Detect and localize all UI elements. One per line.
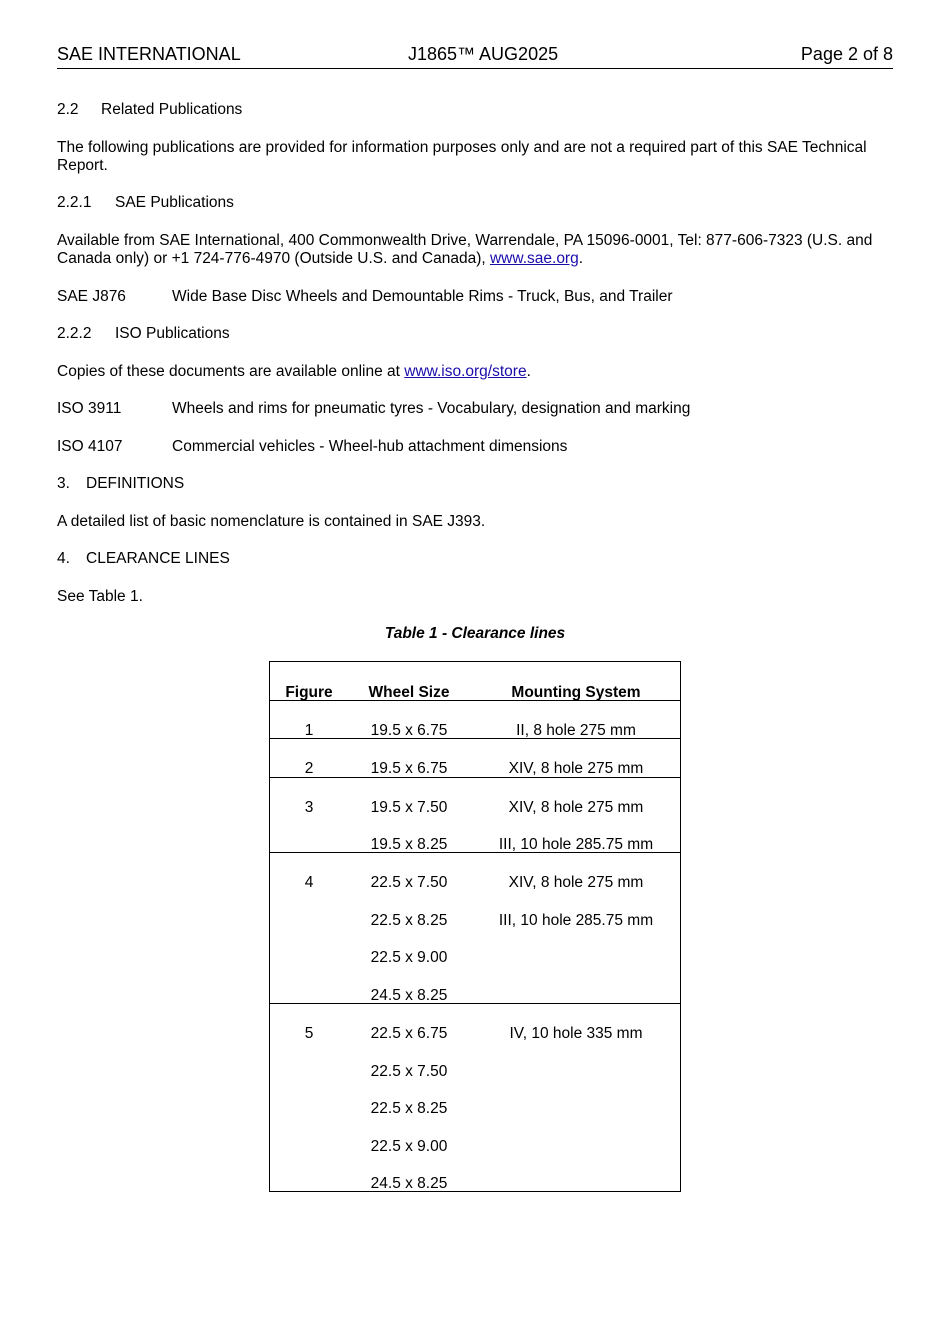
wheel-size-cell: 22.5 x 8.25	[370, 1100, 448, 1117]
ref-sae-j876-code: SAE J876	[57, 288, 126, 305]
mounting-system-cell: III, 10 hole 285.75 mm	[498, 836, 654, 853]
column-header-wheel-size: Wheel Size	[368, 684, 450, 701]
sae-availability-line-1: Available from SAE International, 400 Commonwealth Drive, Warrendale, PA 15096-0001, Tel: 877-606-7323 (U.S. and	[57, 232, 873, 249]
section-4-title: CLEARANCE LINES	[86, 550, 230, 567]
page-header	[57, 44, 893, 69]
mounting-system-cell: IV, 10 hole 335 mm	[509, 1025, 643, 1042]
section-2-2-1-number: 2.2.1	[57, 194, 92, 211]
clearance-lines-table	[269, 661, 681, 1192]
iso-period: .	[526, 363, 531, 380]
ref-iso-3911-title: Wheels and rims for pneumatic tyres - Vocabulary, designation and marking	[172, 400, 691, 417]
sae-availability-text: Canada only) or +1 724-776-4970 (Outside U.S. and Canada),	[57, 250, 490, 267]
section-2-2-title: Related Publications	[101, 101, 243, 118]
header-doc-id: J1865™ AUG2025	[408, 44, 559, 64]
table-rule	[270, 1003, 680, 1004]
section-2-2-1-title: SAE Publications	[115, 194, 234, 211]
ref-iso-4107-code: ISO 4107	[57, 438, 123, 455]
wheel-size-cell: 19.5 x 6.75	[370, 760, 448, 777]
figure-cell: 2	[304, 760, 314, 777]
mounting-system-cell: II, 8 hole 275 mm	[516, 722, 636, 739]
section-2-2-2-title: ISO Publications	[115, 325, 230, 342]
mounting-system-cell: XIV, 8 hole 275 mm	[508, 874, 644, 891]
section-3-number: 3.	[57, 475, 70, 492]
sae-availability-line-2	[57, 250, 583, 268]
table-rule	[270, 852, 680, 853]
figure-cell: 1	[304, 722, 314, 739]
wheel-size-cell: 22.5 x 9.00	[370, 1138, 448, 1155]
figure-cell: 3	[304, 799, 314, 816]
iso-availability-text: Copies of these documents are available online at	[57, 363, 405, 380]
ref-iso-4107-title: Commercial vehicles - Wheel-hub attachment dimensions	[172, 438, 568, 455]
column-header-mounting-system: Mounting System	[511, 684, 641, 701]
mounting-system-cell: XIV, 8 hole 275 mm	[508, 760, 644, 777]
wheel-size-cell: 22.5 x 8.25	[370, 912, 448, 929]
section-4-number: 4.	[57, 550, 70, 567]
wheel-size-cell: 19.5 x 6.75	[370, 722, 448, 739]
wheel-size-cell: 22.5 x 9.00	[370, 949, 448, 966]
mounting-system-cell: XIV, 8 hole 275 mm	[508, 799, 644, 816]
section-2-2-text: The following publications are provided for information purposes only and are not a required part of this SAE Technical Report.	[57, 139, 867, 174]
wheel-size-cell: 22.5 x 7.50	[370, 1063, 448, 1080]
sae-period: .	[578, 250, 584, 267]
table-caption: Table 1 - Clearance lines	[384, 625, 566, 642]
ref-sae-j876-title: Wide Base Disc Wheels and Demountable Rims - Truck, Bus, and Trailer	[172, 288, 673, 305]
sae-website-link[interactable]: www.sae.org	[489, 250, 579, 267]
wheel-size-cell: 24.5 x 8.25	[370, 1175, 448, 1192]
table-rule	[270, 700, 680, 701]
ref-iso-3911-code: ISO 3911	[57, 400, 122, 417]
section-3-title: DEFINITIONS	[86, 475, 185, 492]
header-page-number: Page 2 of 8	[800, 44, 893, 64]
section-3-text: A detailed list of basic nomenclature is contained in SAE J393.	[57, 513, 486, 530]
iso-store-link[interactable]: www.iso.org/store	[404, 363, 527, 380]
column-header-figure: Figure	[285, 684, 333, 701]
wheel-size-cell: 19.5 x 7.50	[370, 799, 448, 816]
figure-cell: 4	[304, 874, 314, 891]
wheel-size-cell: 24.5 x 8.25	[370, 987, 448, 1004]
section-4-text: See Table 1.	[57, 588, 143, 605]
figure-cell: 5	[304, 1025, 314, 1042]
section-2-2-number: 2.2	[57, 101, 79, 118]
wheel-size-cell: 22.5 x 6.75	[370, 1025, 448, 1042]
wheel-size-cell: 22.5 x 7.50	[370, 874, 448, 891]
mounting-system-cell: III, 10 hole 285.75 mm	[498, 912, 654, 929]
table-rule	[270, 738, 680, 739]
header-org: SAE INTERNATIONAL	[57, 44, 241, 64]
section-2-2-2-number: 2.2.2	[57, 325, 92, 342]
table-rule	[270, 777, 680, 778]
wheel-size-cell: 19.5 x 8.25	[370, 836, 448, 853]
iso-availability-line	[57, 363, 531, 381]
